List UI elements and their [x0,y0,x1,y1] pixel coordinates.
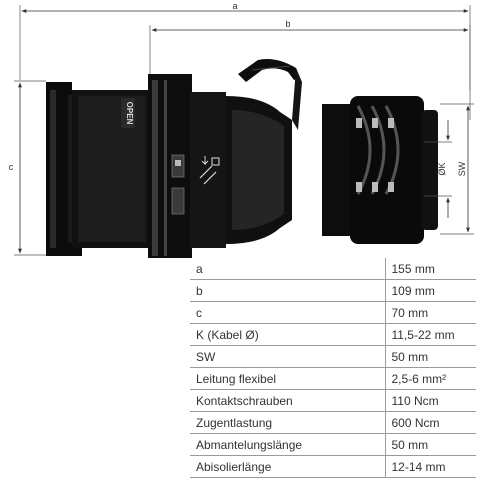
dimension-b [150,19,470,90]
spec-label: Leitung flexibel [190,368,385,390]
dimension-a-label: a [232,1,238,11]
dimension-c [9,81,46,255]
spec-label: Abisolierlänge [190,456,385,478]
dimension-c-label: c [8,162,14,172]
specification-table [190,258,476,478]
dimension-b-label: b [285,19,291,29]
cable-gland [322,96,438,244]
spec-value: 70 mm [385,302,476,324]
dimension-sw-label: SW [457,161,467,177]
dimension-k-label: ØK [437,162,447,176]
spec-row [190,368,476,390]
spec-value: 2,5-6 mm² [385,368,476,390]
spec-label: Abmantelungslänge [190,434,385,456]
spec-label: SW [190,346,385,368]
spec-label: c [190,302,385,324]
housing-marking: OPEN [125,101,134,125]
plug-neck [226,96,292,244]
spec-row [190,456,476,478]
spec-label: b [190,280,385,302]
spec-value: 600 Ncm [385,412,476,434]
spec-value: 110 Ncm [385,390,476,412]
spec-label: a [190,258,385,280]
spec-value: 50 mm [385,434,476,456]
plug-main-body [72,74,226,258]
spec-value: 11,5-22 mm [385,324,476,346]
spec-value: 12-14 mm [385,456,476,478]
spec-label: Kontaktschrauben [190,390,385,412]
spec-label: Zugentlastung [190,412,385,434]
spec-row [190,280,476,302]
spec-value: 109 mm [385,280,476,302]
spec-row [190,412,476,434]
spec-row [190,346,476,368]
spec-value: 50 mm [385,346,476,368]
spec-row [190,390,476,412]
spec-row [190,324,476,346]
spec-row [190,434,476,456]
spec-row [190,258,476,280]
spec-label: K (Kabel Ø) [190,324,385,346]
spec-row [190,302,476,324]
spec-value: 155 mm [385,258,476,280]
